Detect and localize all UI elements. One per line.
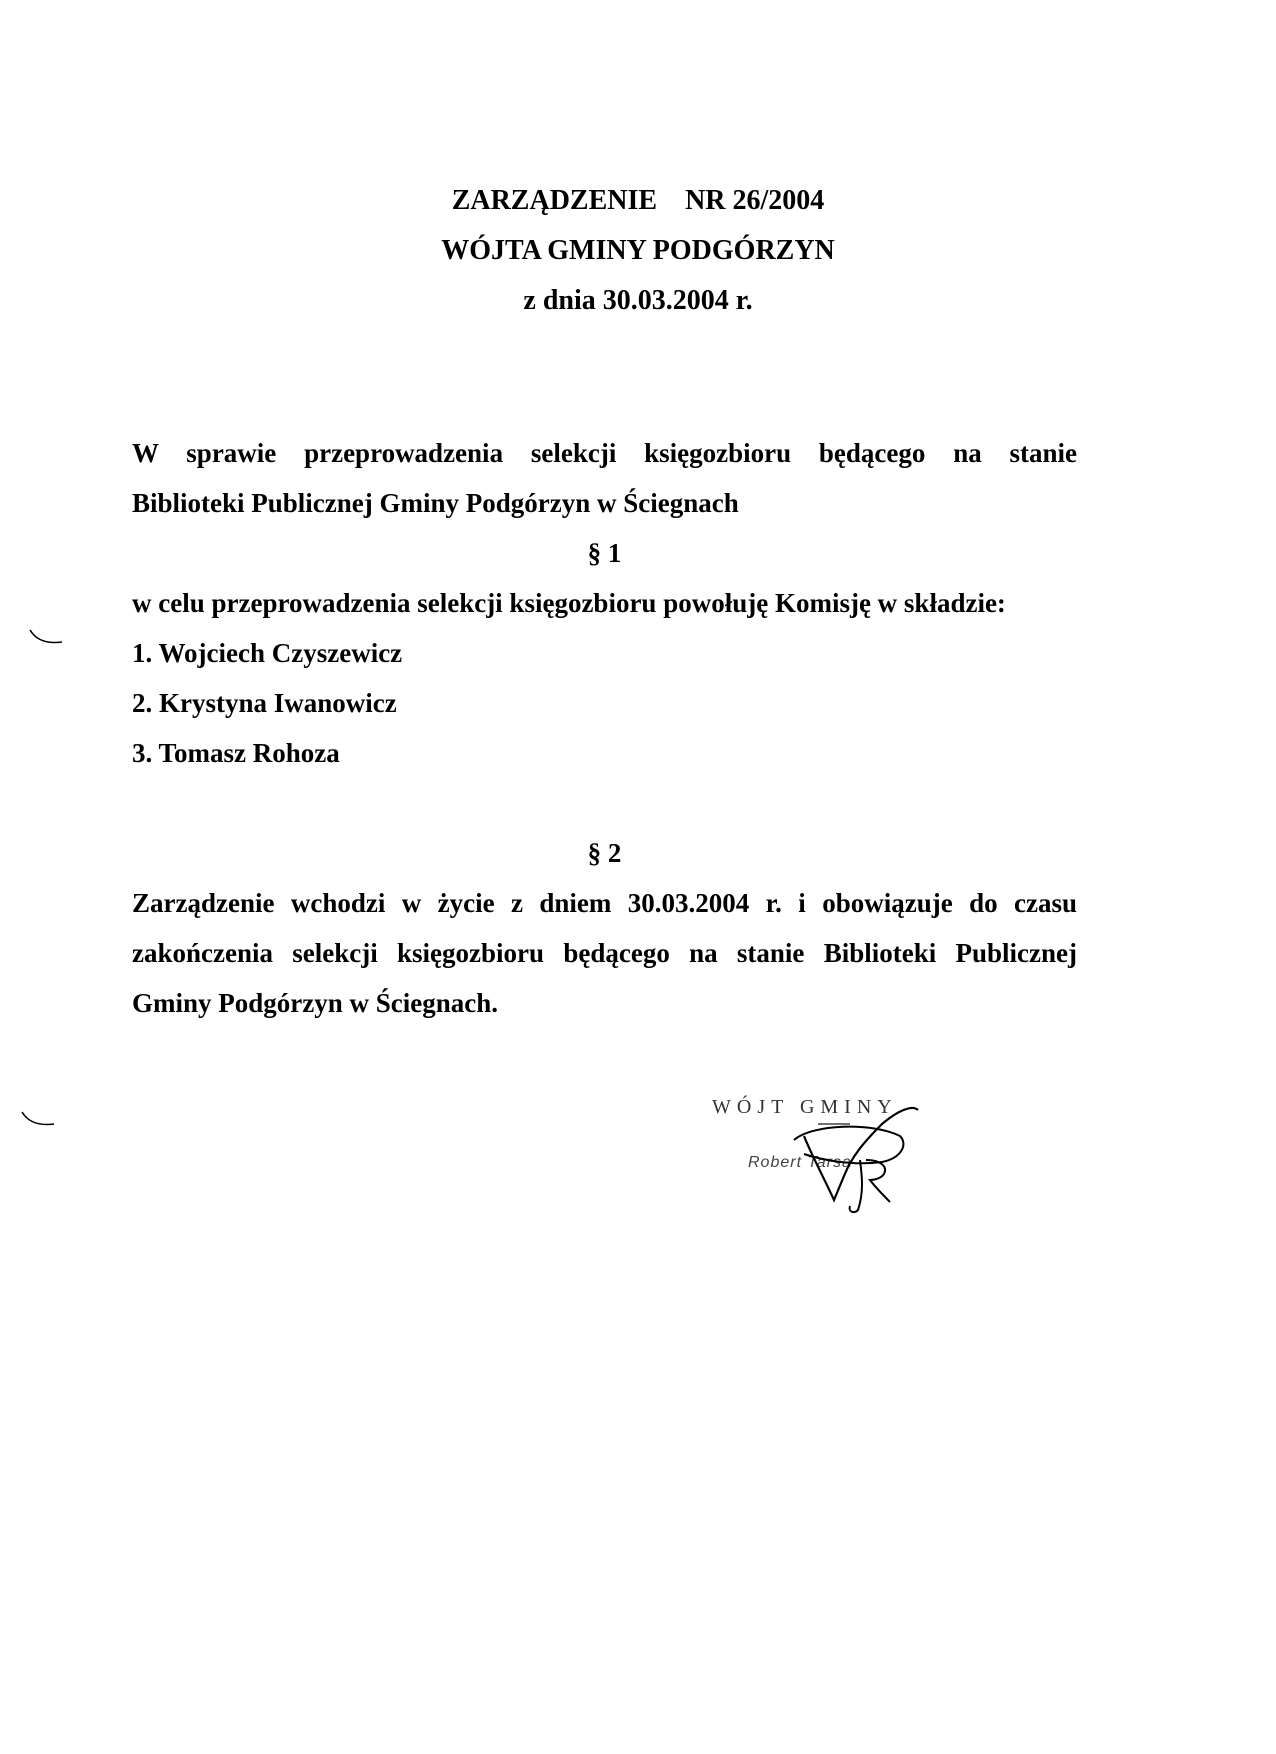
section-2-line-3: Gminy Podgórzyn w Ściegnach.	[132, 988, 499, 1018]
handwritten-signature	[712, 1096, 932, 1226]
commission-member: 1. Wojciech Czyszewicz	[132, 638, 403, 668]
subject-line-1: W sprawie przeprowadzenia selekcji księgozbioru będącego na stanie	[132, 438, 1077, 468]
stamp-name: Robert Tarsa	[748, 1154, 852, 1171]
commission-member: 3. Tomasz Rohoza	[132, 738, 340, 768]
document-body	[132, 428, 1077, 1028]
margin-tick-mark	[28, 628, 64, 648]
document-issuer: WÓJTA GMINY PODGÓRZYN	[441, 235, 835, 266]
margin-tick-mark	[20, 1110, 56, 1130]
spacer	[132, 778, 1077, 828]
document-header	[0, 176, 1276, 326]
section-1-intro: w celu przeprowadzenia selekcji księgozbioru powołuję Komisję w składzie:	[132, 588, 1006, 618]
section-2-line-1: Zarządzenie wchodzi w życie z dniem 30.03.2004 r. i obowiązuje do czasu	[132, 888, 1077, 918]
signature-stamp	[712, 1096, 932, 1226]
section-2-line-2: zakończenia selekcji księgozbioru będącego na stanie Biblioteki Publicznej	[132, 938, 1077, 968]
section-2-heading: § 2	[587, 838, 622, 868]
subject-line-2: Biblioteki Publicznej Gminy Podgórzyn w Ściegnach	[132, 488, 739, 518]
stamp-caption: WÓJT GMINY	[712, 1096, 898, 1118]
section-1-heading: § 1	[587, 538, 622, 568]
commission-member: 2. Krystyna Iwanowicz	[132, 688, 397, 718]
document-date: z dnia 30.03.2004 r.	[523, 285, 753, 316]
document-title: ZARZĄDZENIE NR 26/2004	[451, 185, 825, 216]
